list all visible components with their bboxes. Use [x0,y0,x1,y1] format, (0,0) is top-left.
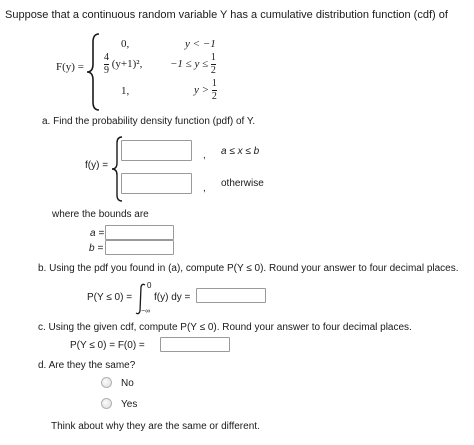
part-a-prompt: a. Find the probability density function (pdf) of Y. [42,116,256,127]
intro-text: Suppose that a continuous random variable Y has a cumulative distribution function (cdf) of [5,9,448,21]
option-no-label: No [121,378,134,389]
b-label: b = [89,243,104,254]
pdf-case2-sep: , [203,183,206,194]
integral-upper: 0 [147,281,152,290]
prob-c-input[interactable] [160,337,230,352]
pdf-label: f(y) = [85,160,109,171]
cdf-brace [85,32,105,112]
cdf-case2-coef: $\frac{4}{9}$ [104,52,109,76]
b-value-input[interactable] [105,240,174,255]
part-c-prompt: c. Using the given cdf, compute P(Y ≤ 0). Round your answer to four decimal places. [38,322,412,333]
integrand: f(y) dy = [154,292,191,303]
cdf-case3-cond: y > $\frac{1}{2}$ [194,78,217,102]
cdf-case2-cond: −1 ≤ y ≤ $\frac{1}{2}$ [170,52,216,76]
integral-lower: −∞ [141,308,151,315]
cdf-case2 [104,53,142,76]
a-label: a = [90,228,105,239]
part-d-prompt: d. Are they the same? [38,360,136,371]
cdf-label: F(y) = [56,61,84,73]
pdf-case2-cond: otherwise [221,178,264,189]
option-yes-radio[interactable] [101,398,112,409]
prob-b-input[interactable] [196,288,266,303]
pdf-case1-cond: a ≤ x ≤ b [221,146,260,157]
part-b-prompt: b. Using the pdf you found in (a), compute P(Y ≤ 0). Round your answer to four decimal places. [38,263,459,274]
pdf-case2-input[interactable] [121,173,192,194]
part-b-lhs: P(Y ≤ 0) = [87,292,133,303]
a-value-input[interactable] [105,225,174,240]
option-yes-label: Yes [121,399,138,410]
footer-note: Think about why they are the same or different. [51,421,260,432]
option-no-radio[interactable] [101,377,112,388]
cdf-case3-expr: 1, [121,85,130,97]
cdf-case2-expr: (y+1)², [111,58,143,71]
bounds-prompt: where the bounds are [52,209,149,220]
cdf-case1-expr: 0, [121,38,130,50]
pdf-case1-input[interactable] [121,140,192,161]
pdf-case1-sep: , [203,150,206,161]
cdf-case1-cond: y < −1 [185,38,216,50]
part-c-lhs: P(Y ≤ 0) = F(0) = [70,340,145,351]
